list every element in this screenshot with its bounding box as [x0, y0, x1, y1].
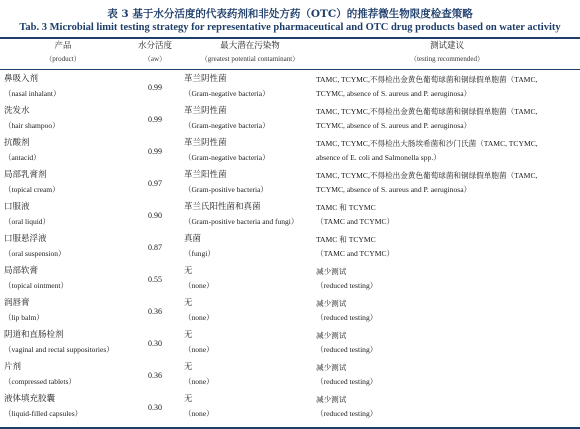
water-activity-value: 0.99	[148, 83, 162, 92]
table-row: 局部乳膏剂 （topical cream） 0.97 革兰阳性菌 （Gram-positive bacteria） TAMC, TCYMC,不得检出金黄色葡萄球菌和铜绿假单胞菌（TAMC, TCYMC, absence of S. aureus and P. aeruginosa）	[4, 170, 538, 194]
table-row: 口服液 （oral liquid） 0.90 革兰氏阳性菌和真菌 （Gram-positive bacteria and fungi） TAMC 和 TCYMC （TAMC and TCYMC）	[4, 202, 395, 226]
table-row: 口服悬浮液 （oral suspension） 0.87 真菌 （fungi） TAMC 和 TCYMC （TAMC and TCYMC）	[4, 234, 395, 258]
water-activity-value: 0.36	[148, 371, 162, 380]
table-title-cn: 表 3 基于水分活度的代表药剂和非处方药（OTC）的推荐微生物限度检查策略	[107, 8, 473, 20]
header-testing: 测试建议 （testing recommended）	[409, 41, 485, 63]
water-activity-value: 0.55	[148, 275, 162, 284]
table-header	[0, 40, 580, 70]
header-water-activity: 水分活度 （aw）	[137, 41, 172, 63]
water-activity-value: 0.99	[148, 115, 162, 124]
table-row: 阴道和直肠栓剂 （vaginal and rectal suppositories） 0.30 无 （none） 减少测试 （reduced testing）	[4, 330, 378, 354]
water-activity-value: 0.30	[148, 339, 162, 348]
table-row: 局部软膏 （topical ointment） 0.55 无 （none） 减少测试 （reduced testing）	[4, 266, 378, 290]
table-row: 抗酸剂 （antacid） 0.99 革兰阴性菌 （Gram-negative bacteria） TAMC, TCYMC,不得检出大肠埃希菌和沙门氏菌（TAMC, TCYMC, absence of E. coli and Salmonella spp.）	[4, 138, 538, 162]
table-row: 润唇膏 （lip balm） 0.36 无 （none） 减少测试 （reduced testing）	[4, 298, 378, 322]
header-rule	[0, 69, 580, 70]
water-activity-value: 0.99	[148, 147, 162, 156]
water-activity-value: 0.36	[148, 307, 162, 316]
water-activity-value: 0.30	[148, 403, 162, 412]
water-activity-value: 0.90	[148, 211, 162, 220]
table-title-en: Tab. 3 Microbial limit testing strategy for representative pharmaceutical and OTC drug products based on water activity	[19, 22, 561, 33]
table-row: 片剂 （compressed tablets） 0.36 无 （none） 减少测试 （reduced testing）	[4, 362, 378, 386]
table-row: 液体填充胶囊 （liquid-filled capsules） 0.30 无 （none） 减少测试 （reduced testing）	[4, 394, 378, 418]
header-product: 产品 （product）	[45, 41, 81, 63]
water-activity-value: 0.97	[148, 179, 162, 188]
table-row: 鼻吸入剂 （nasal inhalant） 0.99 革兰阴性菌 （Gram-negative bacteria） TAMC, TCYMC,不得检出金黄色葡萄球菌和铜绿假单胞菌（TAMC, TCYMC, absence of S. aureus and P. aeruginosa）	[4, 74, 538, 98]
table-row: 洗发水 （hair shampoo） 0.99 革兰阴性菌 （Gram-negative bacteria） TAMC, TCYMC,不得检出金黄色葡萄球菌和铜绿假单胞菌（TAMC, TCYMC, absence of S. aureus and P. aeruginosa）	[4, 106, 538, 130]
water-activity-value: 0.87	[148, 243, 162, 252]
top-rule	[0, 37, 580, 39]
header-contaminant: 最大潜在污染物 （greatest potential contaminant）	[200, 41, 300, 63]
